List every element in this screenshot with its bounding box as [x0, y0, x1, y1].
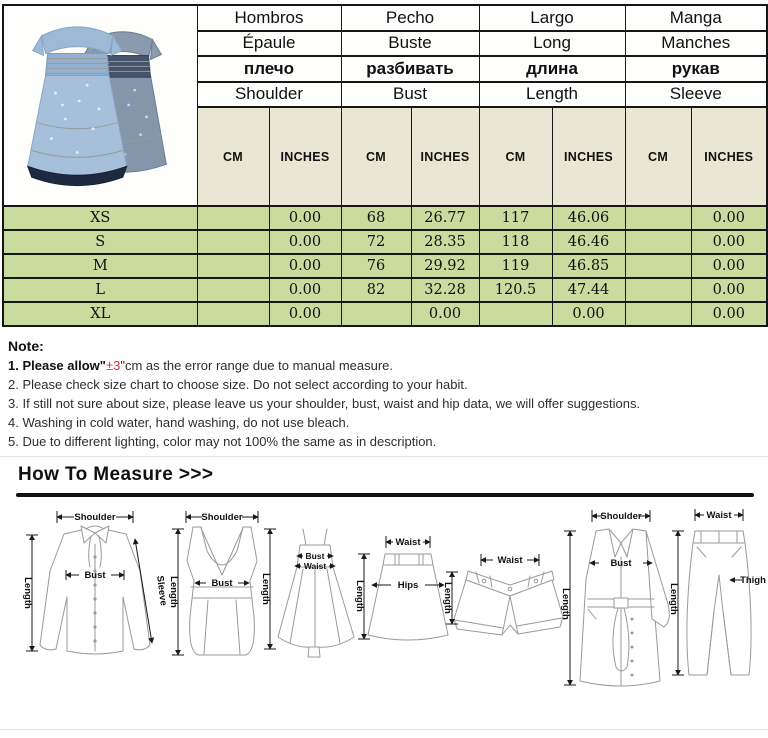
cell: 46.06	[552, 206, 625, 230]
header-shoulder-ru: плечо	[197, 56, 341, 82]
cell: 0.00	[691, 302, 767, 326]
product-image	[6, 6, 194, 200]
cell: 26.77	[411, 206, 479, 230]
note-1-rest: "cm as the error range due to manual measure.	[120, 358, 394, 373]
pants-thigh-label: Thigh	[740, 575, 766, 586]
dress-waist-label: Waist	[303, 561, 327, 571]
skirt-diagram	[354, 536, 448, 640]
coat-length-label: Length	[560, 588, 571, 620]
skirt-hips-label: Hips	[397, 580, 419, 591]
cell	[341, 302, 411, 326]
cell: 76	[341, 254, 411, 278]
cell: 32.28	[411, 278, 479, 302]
product-image-cell	[3, 5, 197, 206]
shorts-waist-label: Waist	[497, 555, 523, 566]
cell: 47.44	[552, 278, 625, 302]
how-to-measure-title: How To Measure >>>	[18, 464, 214, 485]
dress-length-label: Length	[260, 573, 271, 605]
note-item-2: 2. Please check size chart to choose size. Do not select according to your habit.	[8, 377, 468, 392]
pants-length-label: Length	[668, 583, 679, 615]
header-sleeve-ru: рукав	[625, 56, 767, 82]
cell: 28.35	[411, 230, 479, 254]
cell: 120.5	[479, 278, 552, 302]
slip-dress-diagram	[260, 529, 354, 657]
cell	[197, 278, 269, 302]
cell: 0.00	[269, 230, 341, 254]
header-bust-fr: Buste	[341, 31, 479, 57]
cell: 0.00	[411, 302, 479, 326]
size-label: M	[3, 254, 197, 278]
section-divider	[0, 456, 768, 457]
header-bust-es: Pecho	[341, 5, 479, 31]
tank-top-diagram	[168, 511, 258, 655]
bottom-divider	[0, 729, 768, 730]
table-row-xs	[3, 206, 767, 230]
coat-bust-label: Bust	[610, 558, 632, 569]
unit-header: INCHES	[269, 107, 341, 206]
cell: 46.85	[552, 254, 625, 278]
cell: 0.00	[691, 278, 767, 302]
size-label: XL	[3, 302, 197, 326]
cell: 68	[341, 206, 411, 230]
unit-header: CM	[479, 107, 552, 206]
cell: 0.00	[552, 302, 625, 326]
cell: 0.00	[269, 278, 341, 302]
size-label: S	[3, 230, 197, 254]
cell	[625, 230, 691, 254]
dress-bust-label: Bust	[305, 551, 325, 561]
note-item-3: 3. If still not sure about size, please leave us your shoulder, bust, waist and hip data, we will offer suggestions.	[8, 396, 641, 411]
unit-header: INCHES	[411, 107, 479, 206]
blouse-shoulder-label: Shoulder	[74, 512, 116, 523]
table-row-l	[3, 278, 767, 302]
header-sleeve-en: Sleeve	[625, 82, 767, 108]
unit-header: CM	[625, 107, 691, 206]
header-shoulder-fr: Épaule	[197, 31, 341, 57]
unit-header: CM	[197, 107, 269, 206]
unit-header: CM	[341, 107, 411, 206]
cell: 118	[479, 230, 552, 254]
tank-bust-label: Bust	[211, 578, 233, 589]
skirt-length-label: Length	[354, 580, 365, 612]
skirt-waist-label: Waist	[395, 537, 421, 548]
cell: 117	[479, 206, 552, 230]
pants-waist-label: Waist	[706, 510, 732, 521]
note-1-bold: 1. Please allow"	[8, 358, 106, 373]
cell: 29.92	[411, 254, 479, 278]
header-sleeve-fr: Manches	[625, 31, 767, 57]
tank-length-label: Length	[168, 576, 179, 608]
blouse-sleeve-label: Sleeve	[154, 575, 169, 607]
cell	[479, 302, 552, 326]
coat-diagram	[560, 510, 669, 686]
cell	[197, 206, 269, 230]
blouse-length-label: Length	[22, 577, 33, 609]
notes-title: Note:	[8, 338, 44, 354]
notes-section	[8, 337, 762, 451]
size-label: L	[3, 278, 197, 302]
header-bust-ru: разбивать	[341, 56, 479, 82]
cell: 0.00	[269, 302, 341, 326]
cell	[625, 254, 691, 278]
cell: 119	[479, 254, 552, 278]
cell: 0.00	[691, 254, 767, 278]
cell	[625, 302, 691, 326]
header-bust-en: Bust	[341, 82, 479, 108]
cell: 46.46	[552, 230, 625, 254]
table-row-m	[3, 254, 767, 278]
cell	[197, 254, 269, 278]
note-item-5: 5. Due to different lighting, color may not 100% the same as in description.	[8, 434, 437, 449]
measure-rule	[16, 493, 754, 497]
measure-diagrams	[0, 499, 768, 735]
shorts-length-label: Length	[442, 582, 453, 614]
blouse-bust-label: Bust	[84, 570, 106, 581]
cell: 82	[341, 278, 411, 302]
header-sleeve-es: Manga	[625, 5, 767, 31]
note-1-tolerance: ±3	[105, 358, 121, 373]
header-shoulder-es: Hombros	[197, 5, 341, 31]
unit-header: INCHES	[691, 107, 767, 206]
header-length-ru: длина	[479, 56, 625, 82]
header-length-fr: Long	[479, 31, 625, 57]
header-length-en: Length	[479, 82, 625, 108]
cell: 0.00	[269, 254, 341, 278]
cell	[625, 278, 691, 302]
shorts-diagram	[442, 554, 563, 635]
table-row-s	[3, 230, 767, 254]
pants-diagram	[668, 509, 766, 675]
size-label: XS	[3, 206, 197, 230]
cell	[625, 206, 691, 230]
left-dress	[28, 27, 127, 186]
header-length-es: Largo	[479, 5, 625, 31]
table-row-xl	[3, 302, 767, 326]
note-item-1	[8, 356, 762, 375]
blouse-diagram	[22, 511, 169, 654]
tank-shoulder-label: Shoulder	[201, 512, 243, 523]
cell: 72	[341, 230, 411, 254]
cell	[197, 230, 269, 254]
note-item-4: 4. Washing in cold water, hand washing, do not use bleach.	[8, 415, 350, 430]
unit-header: INCHES	[552, 107, 625, 206]
size-chart-table	[2, 4, 768, 327]
cell: 0.00	[269, 206, 341, 230]
header-shoulder-en: Shoulder	[197, 82, 341, 108]
cell: 0.00	[691, 230, 767, 254]
cell: 0.00	[691, 206, 767, 230]
coat-shoulder-label: Shoulder	[600, 511, 642, 522]
cell	[197, 302, 269, 326]
